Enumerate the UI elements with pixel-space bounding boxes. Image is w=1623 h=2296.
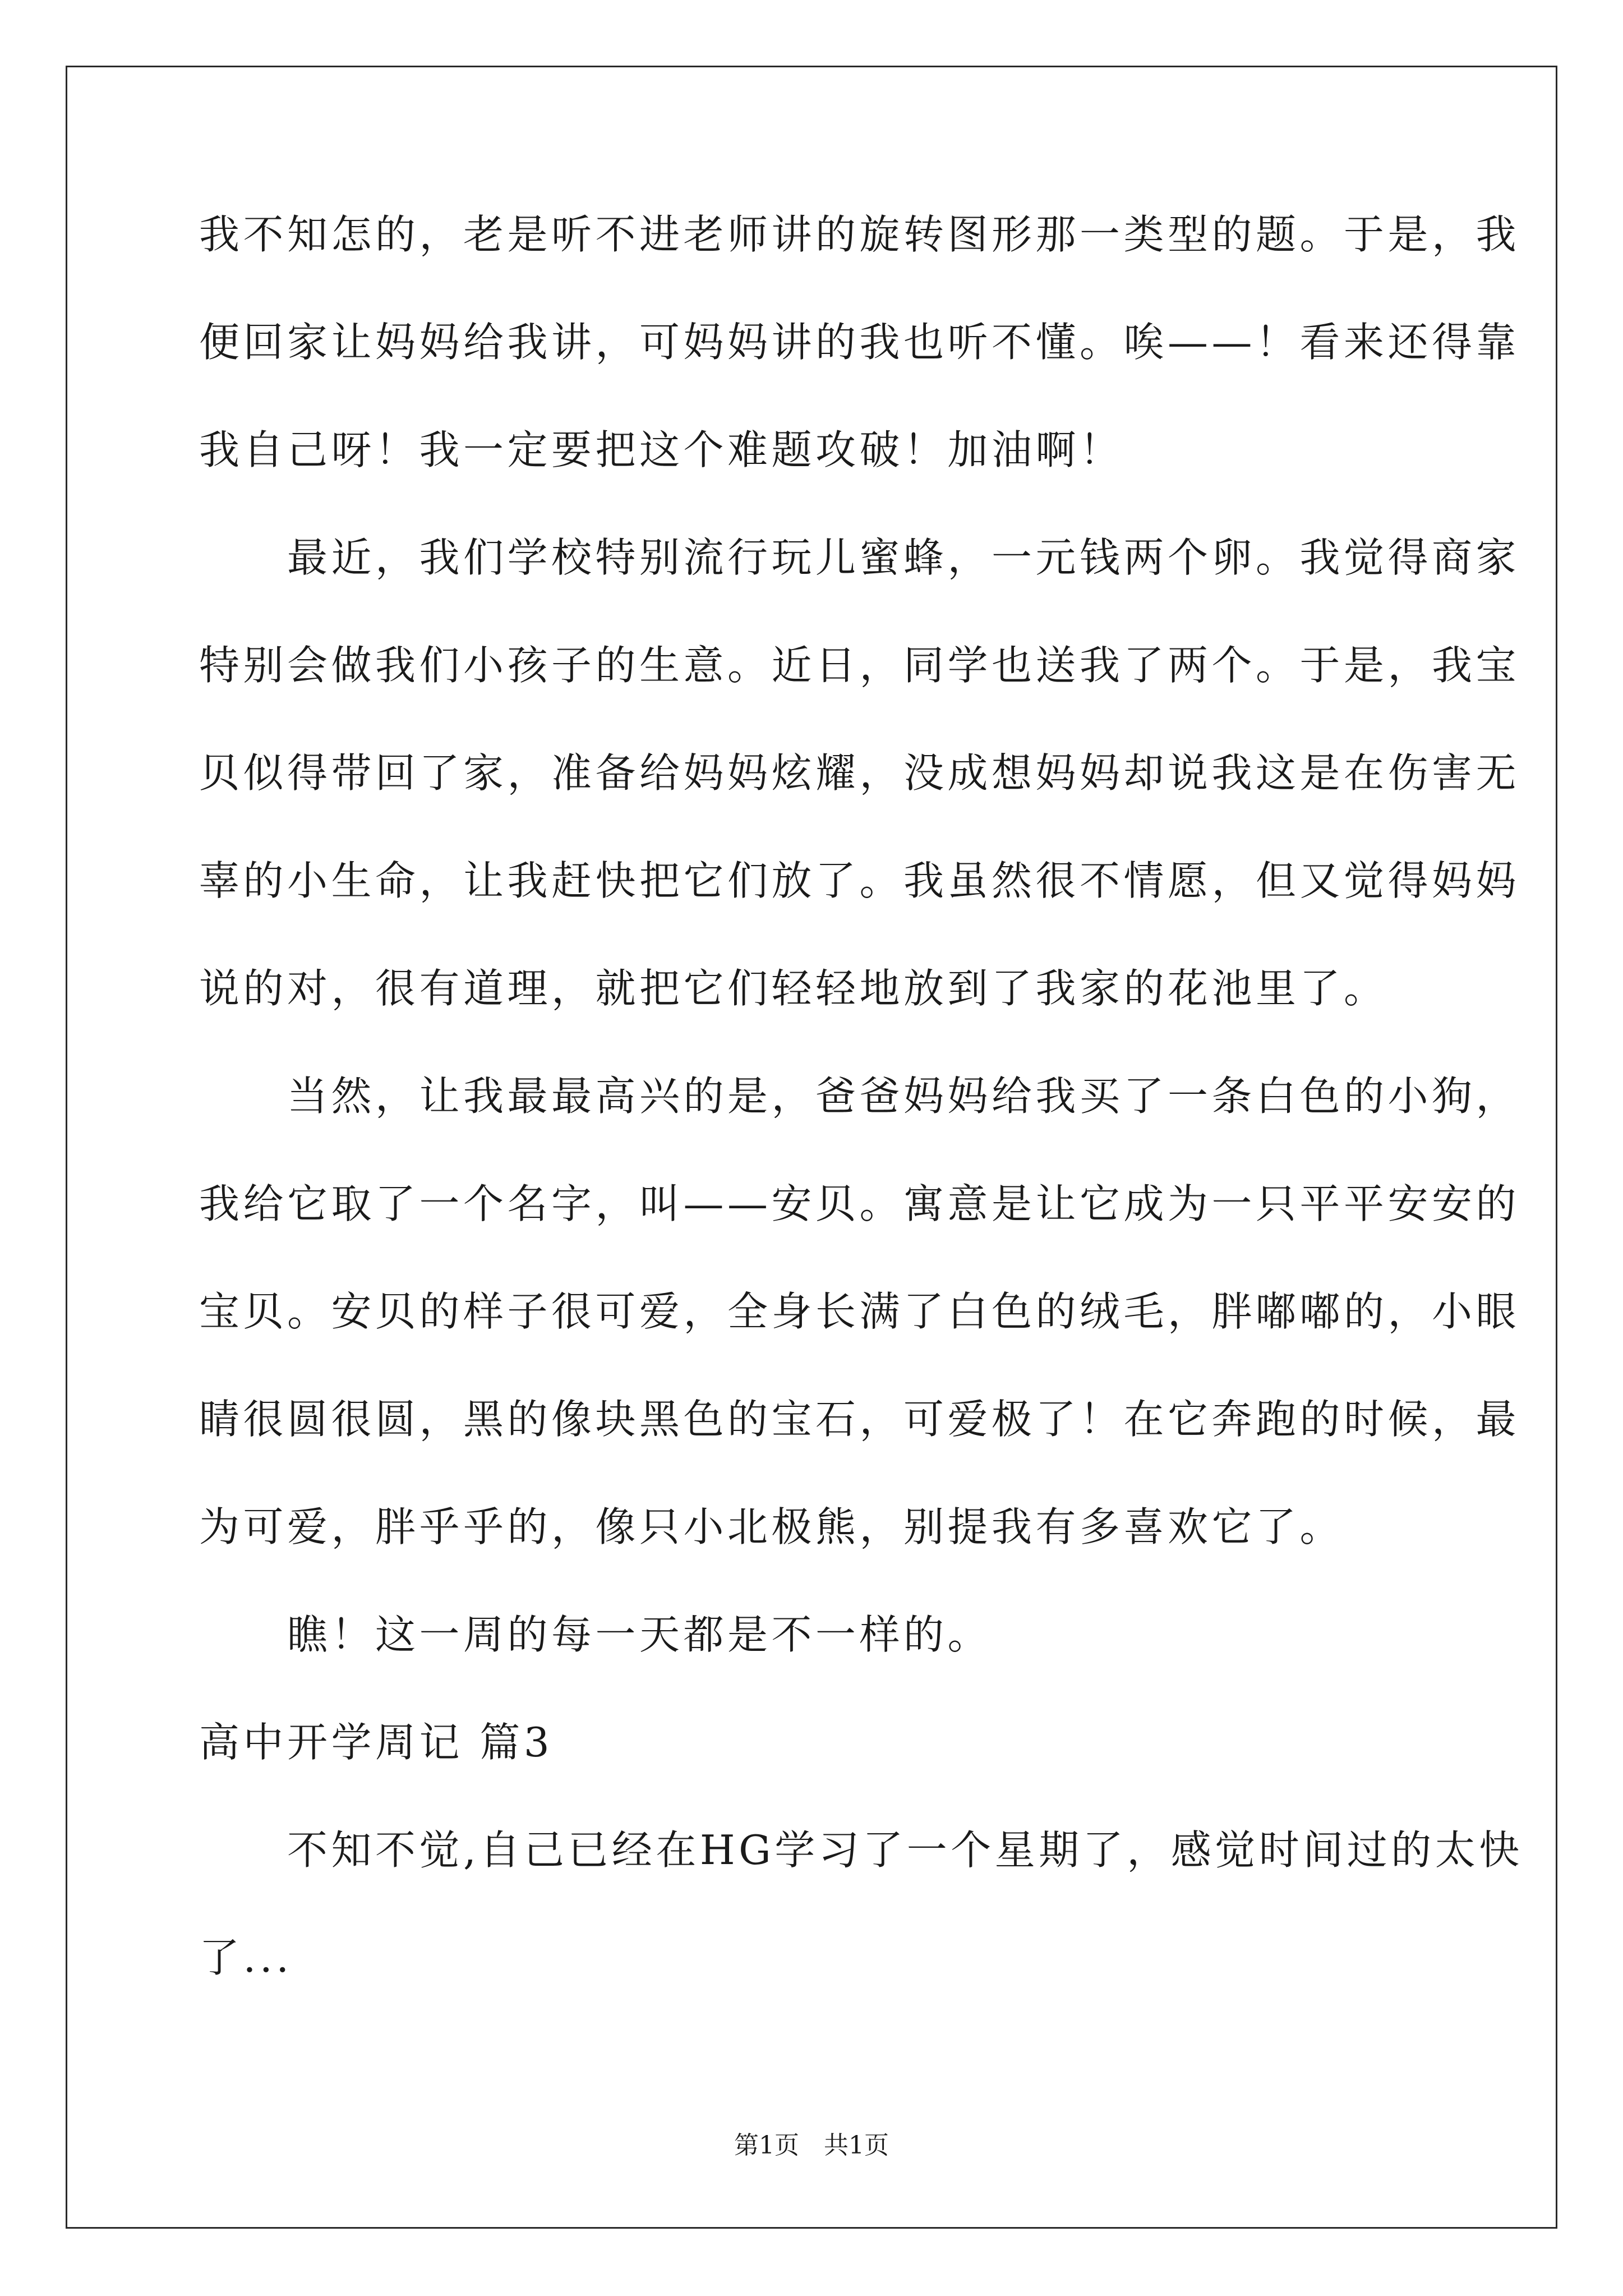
text-line: 特别会做我们小孩子的生意。近日，同学也送我了两个。于是，我宝 (199, 642, 1520, 689)
page-border (66, 66, 1557, 2229)
text-line: 了... (199, 1934, 293, 1981)
text-line: 贝似得带回了家，准备给妈妈炫耀，没成想妈妈却说我这是在伤害无 (199, 749, 1520, 797)
text-line: 说的对，很有道理，就把它们轻轻地放到了我家的花池里了。 (199, 965, 1388, 1012)
text-line: 我自己呀！我一定要把这个难题攻破！加油啊！ (199, 426, 1124, 473)
text-line: 辜的小生命，让我赶快把它们放了。我虽然很不情愿，但又觉得妈妈 (199, 857, 1520, 904)
text-line: 便回家让妈妈给我讲，可妈妈讲的我也听不懂。唉——！看来还得靠 (199, 319, 1520, 366)
text-line: 不知不觉,自己已经在HG学习了一个星期了，感觉时间过的太快 (199, 1826, 1523, 1874)
text-line: 为可爱，胖乎乎的，像只小北极熊，别提我有多喜欢它了。 (199, 1503, 1344, 1550)
text-line: 宝贝。安贝的样子很可爱，全身长满了白色的绒毛，胖嘟嘟的，小眼 (199, 1288, 1520, 1335)
text-line: 瞧！这一周的每一天都是不一样的。 (199, 1611, 992, 1658)
text-line: 我给它取了一个名字，叫——安贝。寓意是让它成为一只平平安安的 (199, 1180, 1520, 1227)
text-line: 睛很圆很圆，黑的像块黑色的宝石，可爱极了！在它奔跑的时候，最 (199, 1396, 1520, 1443)
text-line: 我不知怎的，老是听不进老师讲的旋转图形那一类型的题。于是，我 (199, 211, 1520, 258)
text-line: 当然，让我最最高兴的是，爸爸妈妈给我买了一条白色的小狗， (199, 1073, 1520, 1120)
section-heading: 高中开学周记 篇3 (199, 1719, 554, 1766)
page-footer: 第1页 共1页 (734, 2131, 889, 2160)
text-line: 最近，我们学校特别流行玩儿蜜蜂，一元钱两个卵。我觉得商家 (199, 534, 1520, 581)
